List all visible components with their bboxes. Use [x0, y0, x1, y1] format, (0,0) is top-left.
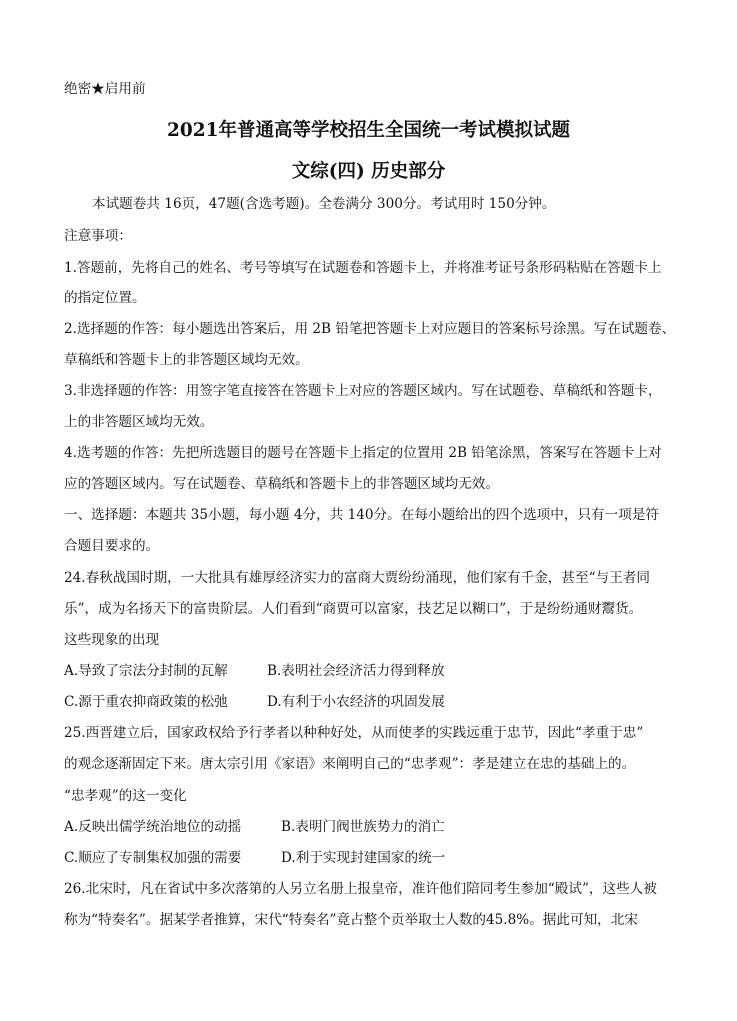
confidential-label: 绝密★启用前 — [64, 81, 146, 97]
question-26-line-2: 称为“特奏名”。据某学者推算，宋代“特奏名”竟占整个贡举取士人数的45.8%。据此可知，北宋 — [64, 912, 638, 928]
question-25-option-a: A.反映出儒学统治地位的动摇 — [64, 819, 242, 835]
notice-heading: 注意事项： — [64, 228, 132, 244]
notice-item-2-line-1: 2.选择题的作答：每小题选出答案后，用 2B 铅笔把答题卡上对应题目的答案标号涂黑。写在试题卷、 — [64, 321, 676, 337]
question-24-line-2: 乐”，成为名扬天下的富贵阶层。人们看到“商贾可以富家，技艺足以糊口”，于是纷纷通财鬻货。 — [64, 601, 643, 617]
question-25-option-d: D.利于实现封建国家的统一 — [281, 850, 446, 866]
question-25-option-c: C.顺应了专制集权加强的需要 — [64, 850, 242, 866]
notice-item-1-line-1: 1.答题前，先将自己的姓名、考号等填写在试题卷和答题卡上，并将准考证号条形码粘贴在答题卡上 — [64, 260, 662, 276]
question-24-line-1: 24.春秋战国时期，一大批具有雄厚经济实力的富商大贾纷纷涌现，他们家有千金，甚至“与王者同 — [64, 570, 650, 586]
question-24-line-3: 这些现象的出现 — [64, 632, 160, 648]
question-24-option-b: B.表明社会经济活力得到释放 — [267, 663, 445, 679]
section-instructions-line-2: 合题目要求的。 — [64, 538, 160, 554]
question-25-line-1: 25.西晋建立后，国家政权给予行孝者以种种好处，从而使孝的实践远重于忠节，因此“孝重于忠” — [64, 725, 644, 741]
exam-subtitle: 文综(四) 历史部分 — [291, 161, 446, 182]
notice-item-2-line-2: 草稿纸和答题卡上的非答题区域均无效。 — [64, 352, 309, 368]
question-26-line-1: 26.北宋时，凡在省试中多次落第的人另立名册上报皇帝，准许他们陪同考生参加“殿试”，这些人被 — [64, 881, 657, 897]
notice-item-1-line-2: 的指定位置。 — [64, 290, 146, 306]
question-25-line-2: 的观念逐渐固定下来。唐太宗引用《家语》来阐明自己的“忠孝观”：孝是建立在忠的基础上的。 — [64, 756, 636, 772]
question-24-option-d: D.有利于小农经济的巩固发展 — [267, 694, 445, 710]
question-25-line-3: “忠孝观”的这一变化 — [64, 788, 187, 804]
exam-title: 2021年普通高等学校招生全国统一考试模拟试题 — [167, 120, 570, 141]
question-25-option-b: B.表明门阀世族势力的消亡 — [281, 819, 445, 835]
notice-item-4-line-2: 应的答题区域内。写在试题卷、草稿纸和答题卡上的非答题区域均无效。 — [64, 476, 499, 492]
notice-item-4-line-1: 4.选考题的作答：先把所选题目的题号在答题卡上指定的位置用 2B 铅笔涂黑，答案写在答题卡上对 — [64, 445, 662, 461]
notice-item-3-line-2: 上的非答题区域均无效。 — [64, 414, 214, 430]
notice-item-3-line-1: 3.非选择题的作答：用签字笔直接答在答题卡上对应的答题区域内。写在试题卷、草稿纸和答题卡， — [64, 383, 662, 399]
section-instructions-line-1: 一、选择题：本题共 35小题，每小题 4分，共 140分。在每小题给出的四个选项中，只有一项是符 — [64, 507, 660, 523]
question-24-option-a: A.导致了宗法分封制的瓦解 — [64, 663, 228, 679]
question-24-option-c: C.源于重农抑商政策的松弛 — [64, 694, 228, 710]
exam-intro: 本试题卷共 16页，47题(含选考题)。全卷满分 300分。考试用时 150分钟。 — [92, 196, 556, 212]
